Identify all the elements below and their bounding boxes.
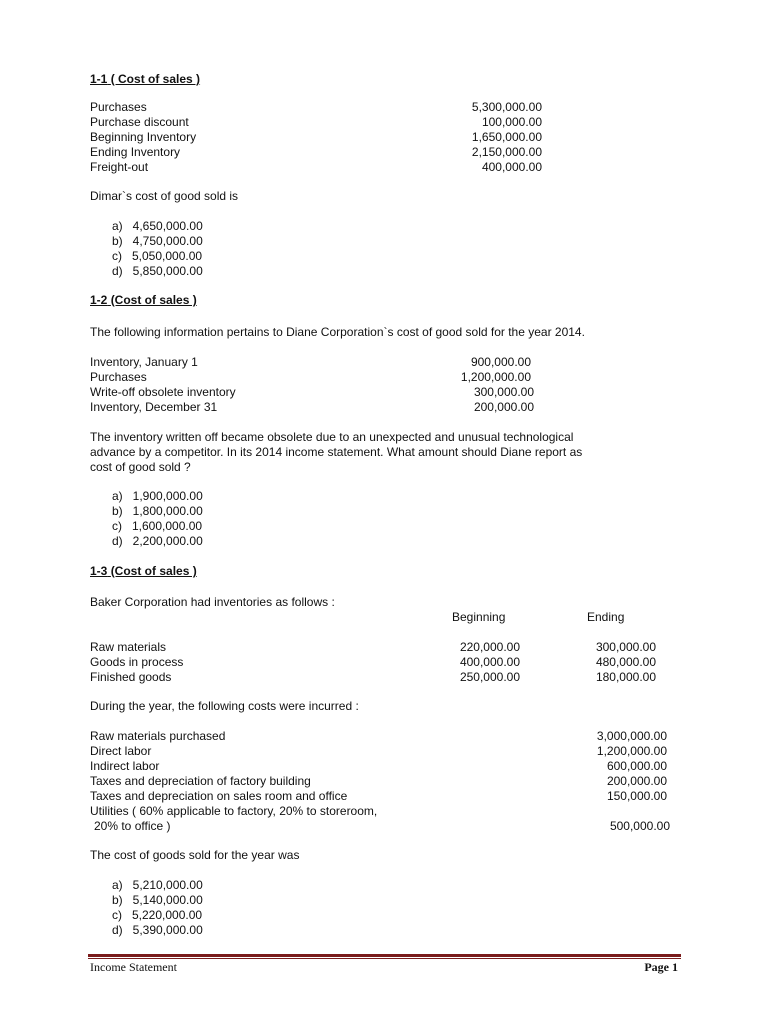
q3-utilities-amount: 500,000.00 <box>609 819 670 833</box>
q3-cost-amount: 150,000.00 <box>606 789 667 803</box>
footer-title: Income Statement <box>90 960 177 974</box>
q3-inventory-beginning: 250,000.00 <box>459 670 520 684</box>
q1-option-a: a) 4,650,000.00 <box>112 219 203 233</box>
q3-col-beginning: Beginning <box>452 610 506 624</box>
q3-option-c: c) 5,220,000.00 <box>112 908 203 922</box>
q3-option-b: b) 5,140,000.00 <box>112 893 203 907</box>
q1-item-label: Purchase discount <box>90 115 189 129</box>
q2-item-amount: 900,000.00 <box>470 355 531 369</box>
q1-title: ( Cost of sales ) <box>110 72 201 86</box>
q1-item-amount: 100,000.00 <box>481 115 542 129</box>
q3-cost-label: Taxes and depreciation of factory building <box>90 774 311 788</box>
q2-intro: The following information pertains to Diane Corporation`s cost of good sold for the year 2014. <box>90 325 585 339</box>
q1-item-amount: 400,000.00 <box>481 160 542 174</box>
q2-title: (Cost of sales ) <box>110 293 197 307</box>
q1-item-amount: 1,650,000.00 <box>471 130 542 144</box>
q2-option-c: c) 1,600,000.00 <box>112 519 203 533</box>
q2-option-a: a) 1,900,000.00 <box>112 489 203 503</box>
q1-item-label: Freight-out <box>90 160 149 174</box>
q2-question-line: The inventory written off became obsolete due to an unexpected and unusual technological <box>90 430 574 444</box>
q2-item-amount: 300,000.00 <box>473 385 534 399</box>
q1-item-amount: 2,150,000.00 <box>471 145 542 159</box>
q3-cost-label: Direct labor <box>90 744 152 758</box>
q3-inventory-label: Finished goods <box>90 670 172 684</box>
q3-number: 1-3 <box>90 564 108 578</box>
q3-cost-amount: 200,000.00 <box>606 774 667 788</box>
page-number: Page 1 <box>644 960 678 974</box>
q2-option-d: d) 2,200,000.00 <box>112 534 203 548</box>
q3-utilities-line: Utilities ( 60% applicable to factory, 20% to storeroom, <box>90 804 378 818</box>
q2-item-label: Purchases <box>90 370 147 384</box>
q3-costs-intro: During the year, the following costs were incurred : <box>90 699 359 713</box>
q3-intro: Baker Corporation had inventories as follows : <box>90 595 335 609</box>
q3-cost-label: Taxes and depreciation on sales room and office <box>90 789 348 803</box>
q2-question-line: advance by a competitor. In its 2014 income statement. What amount should Diane report as <box>90 445 583 459</box>
q1-option-d: d) 5,850,000.00 <box>112 264 203 278</box>
q3-option-a: a) 5,210,000.00 <box>112 878 203 892</box>
q3-inventory-label: Goods in process <box>90 655 184 669</box>
q2-item-amount: 1,200,000.00 <box>460 370 531 384</box>
q3-cost-amount: 3,000,000.00 <box>596 729 667 743</box>
q3-cost-amount: 1,200,000.00 <box>596 744 667 758</box>
q3-cost-label: Raw materials purchased <box>90 729 226 743</box>
q3-question: The cost of goods sold for the year was <box>90 848 300 862</box>
footer-rule <box>88 954 681 957</box>
q3-inventory-ending: 480,000.00 <box>595 655 656 669</box>
q3-option-d: d) 5,390,000.00 <box>112 923 203 937</box>
q1-number: 1-1 <box>90 72 108 86</box>
q3-heading <box>90 564 197 579</box>
q1-heading <box>90 72 200 87</box>
footer-rule-thin <box>88 958 681 959</box>
q1-item-label: Ending Inventory <box>90 145 181 159</box>
q3-col-ending: Ending <box>587 610 625 624</box>
q2-item-label: Write-off obsolete inventory <box>90 385 236 399</box>
q3-inventory-ending: 180,000.00 <box>595 670 656 684</box>
q2-heading <box>90 293 197 308</box>
q3-cost-amount: 600,000.00 <box>606 759 667 773</box>
q1-option-c: c) 5,050,000.00 <box>112 249 203 263</box>
q2-item-label: Inventory, December 31 <box>90 400 218 414</box>
q3-utilities-line: 20% to office ) <box>94 819 171 833</box>
q2-item-label: Inventory, January 1 <box>90 355 198 369</box>
q3-inventory-label: Raw materials <box>90 640 167 654</box>
q1-item-label: Beginning Inventory <box>90 130 197 144</box>
q3-inventory-ending: 300,000.00 <box>595 640 656 654</box>
q3-inventory-beginning: 400,000.00 <box>459 655 520 669</box>
q1-item-label: Purchases <box>90 100 147 114</box>
q2-item-amount: 200,000.00 <box>473 400 534 414</box>
q3-inventory-beginning: 220,000.00 <box>459 640 520 654</box>
q2-number: 1-2 <box>90 293 108 307</box>
q3-title: (Cost of sales ) <box>110 564 197 578</box>
q1-question: Dimar`s cost of good sold is <box>90 189 239 203</box>
q1-option-b: b) 4,750,000.00 <box>112 234 203 248</box>
q2-option-b: b) 1,800,000.00 <box>112 504 203 518</box>
q1-item-amount: 5,300,000.00 <box>471 100 542 114</box>
q3-cost-label: Indirect labor <box>90 759 160 773</box>
q2-question-line: cost of good sold ? <box>90 460 191 474</box>
